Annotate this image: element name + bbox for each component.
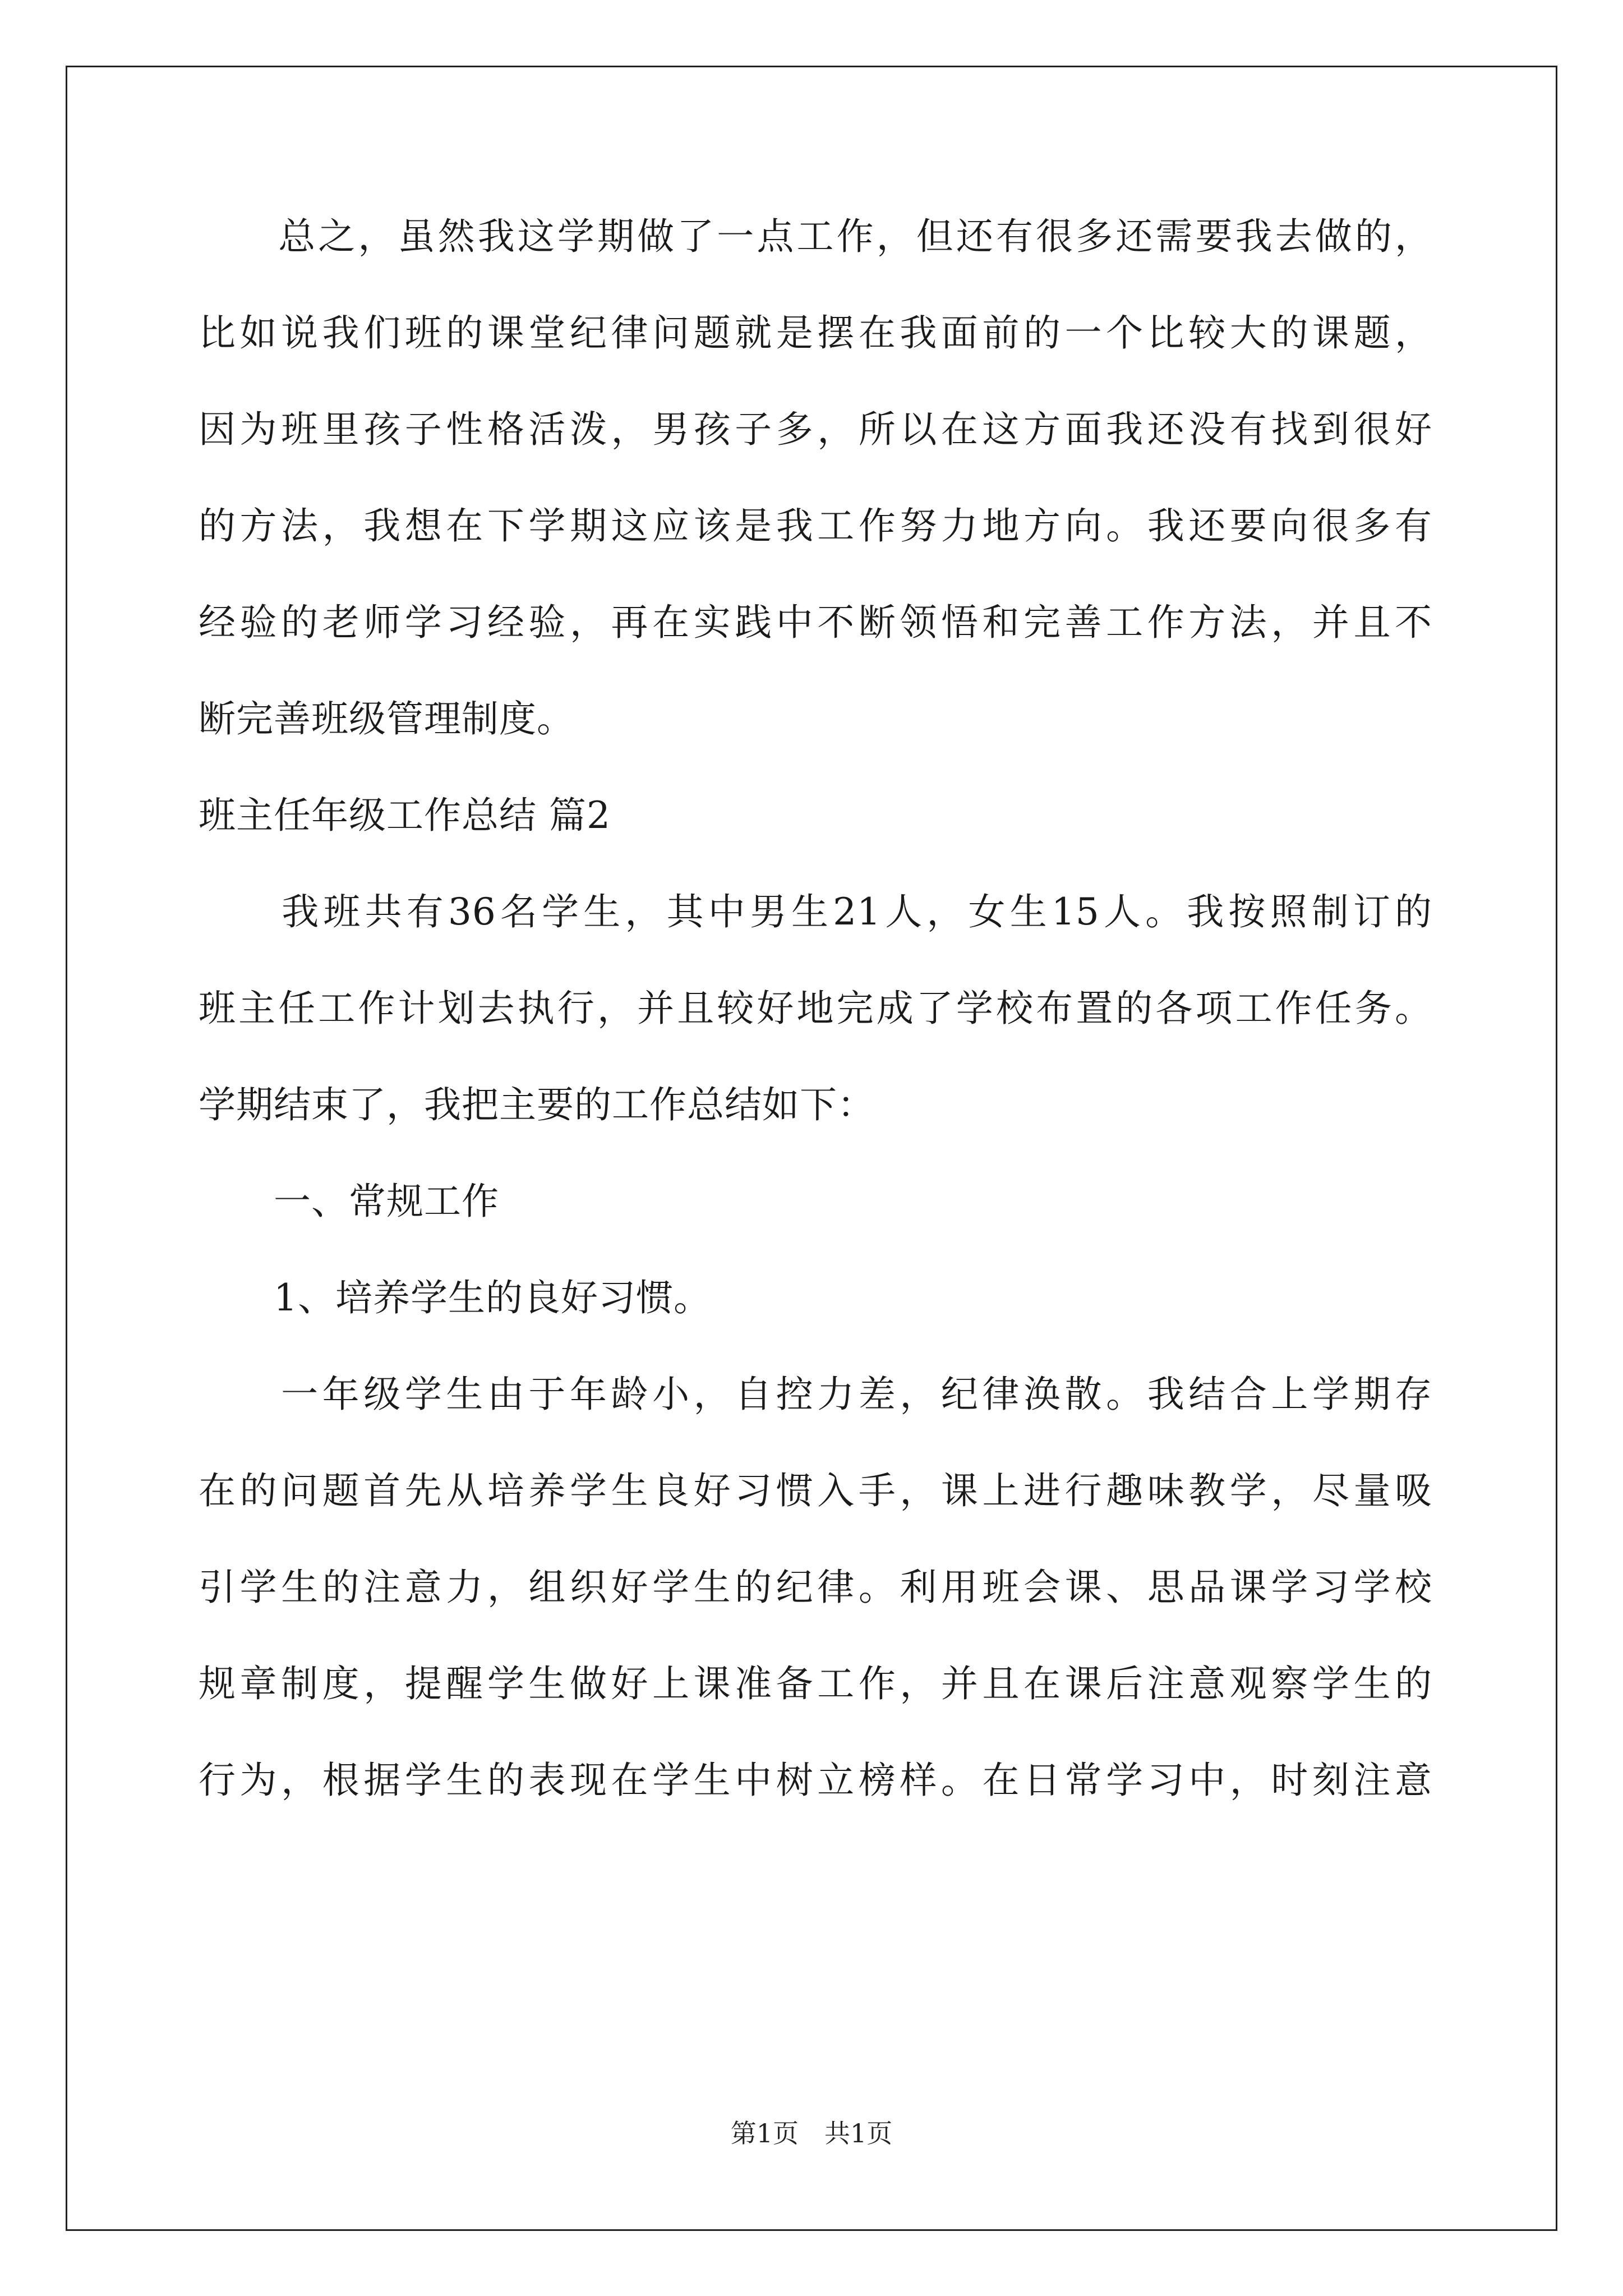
page-border — [66, 66, 1557, 2231]
subheading: 1、培养学生的良好习惯。 — [199, 1276, 711, 1319]
text-line: 总之，虽然我这学期做了一点工作，但还有很多还需要我去做的， — [199, 215, 1432, 258]
text-line: 在的问题首先从培养学生良好习惯入手，课上进行趣味教学，尽量吸 — [199, 1469, 1432, 1512]
text-line: 比如说我们班的课堂纪律问题就是摆在我面前的一个比较大的课题， — [199, 311, 1432, 355]
text-line: 引学生的注意力，组织好学生的纪律。利用班会课、思品课学习学校 — [199, 1566, 1432, 1609]
text-line: 我班共有36名学生，其中男生21人，女生15人。我按照制订的 — [199, 890, 1432, 933]
text-line: 行为，根据学生的表现在学生中树立榜样。在日常学习中，时刻注意 — [199, 1759, 1432, 1802]
text-line: 因为班里孩子性格活泼，男孩子多，所以在这方面我还没有找到很好 — [199, 408, 1432, 451]
text-line: 规章制度，提醒学生做好上课准备工作，并且在课后注意观察学生的 — [199, 1662, 1432, 1705]
text-line: 断完善班级管理制度。 — [199, 697, 574, 740]
text-line: 的方法，我想在下学期这应该是我工作努力地方向。我还要向很多有 — [199, 504, 1432, 547]
text-line: 班主任工作计划去执行，并且较好地完成了学校布置的各项工作任务。 — [199, 987, 1432, 1030]
page-footer: 第1页 共1页 — [730, 2118, 893, 2148]
text-line: 一年级学生由于年龄小，自控力差，纪律涣散。我结合上学期存 — [199, 1373, 1432, 1416]
text-line: 经验的老师学习经验，再在实践中不断领悟和完善工作方法，并且不 — [199, 601, 1432, 644]
text-line: 学期结束了，我把主要的工作总结如下： — [199, 1083, 875, 1126]
subheading: 一、常规工作 — [199, 1180, 499, 1223]
section-heading: 班主任年级工作总结 篇2 — [199, 794, 611, 837]
